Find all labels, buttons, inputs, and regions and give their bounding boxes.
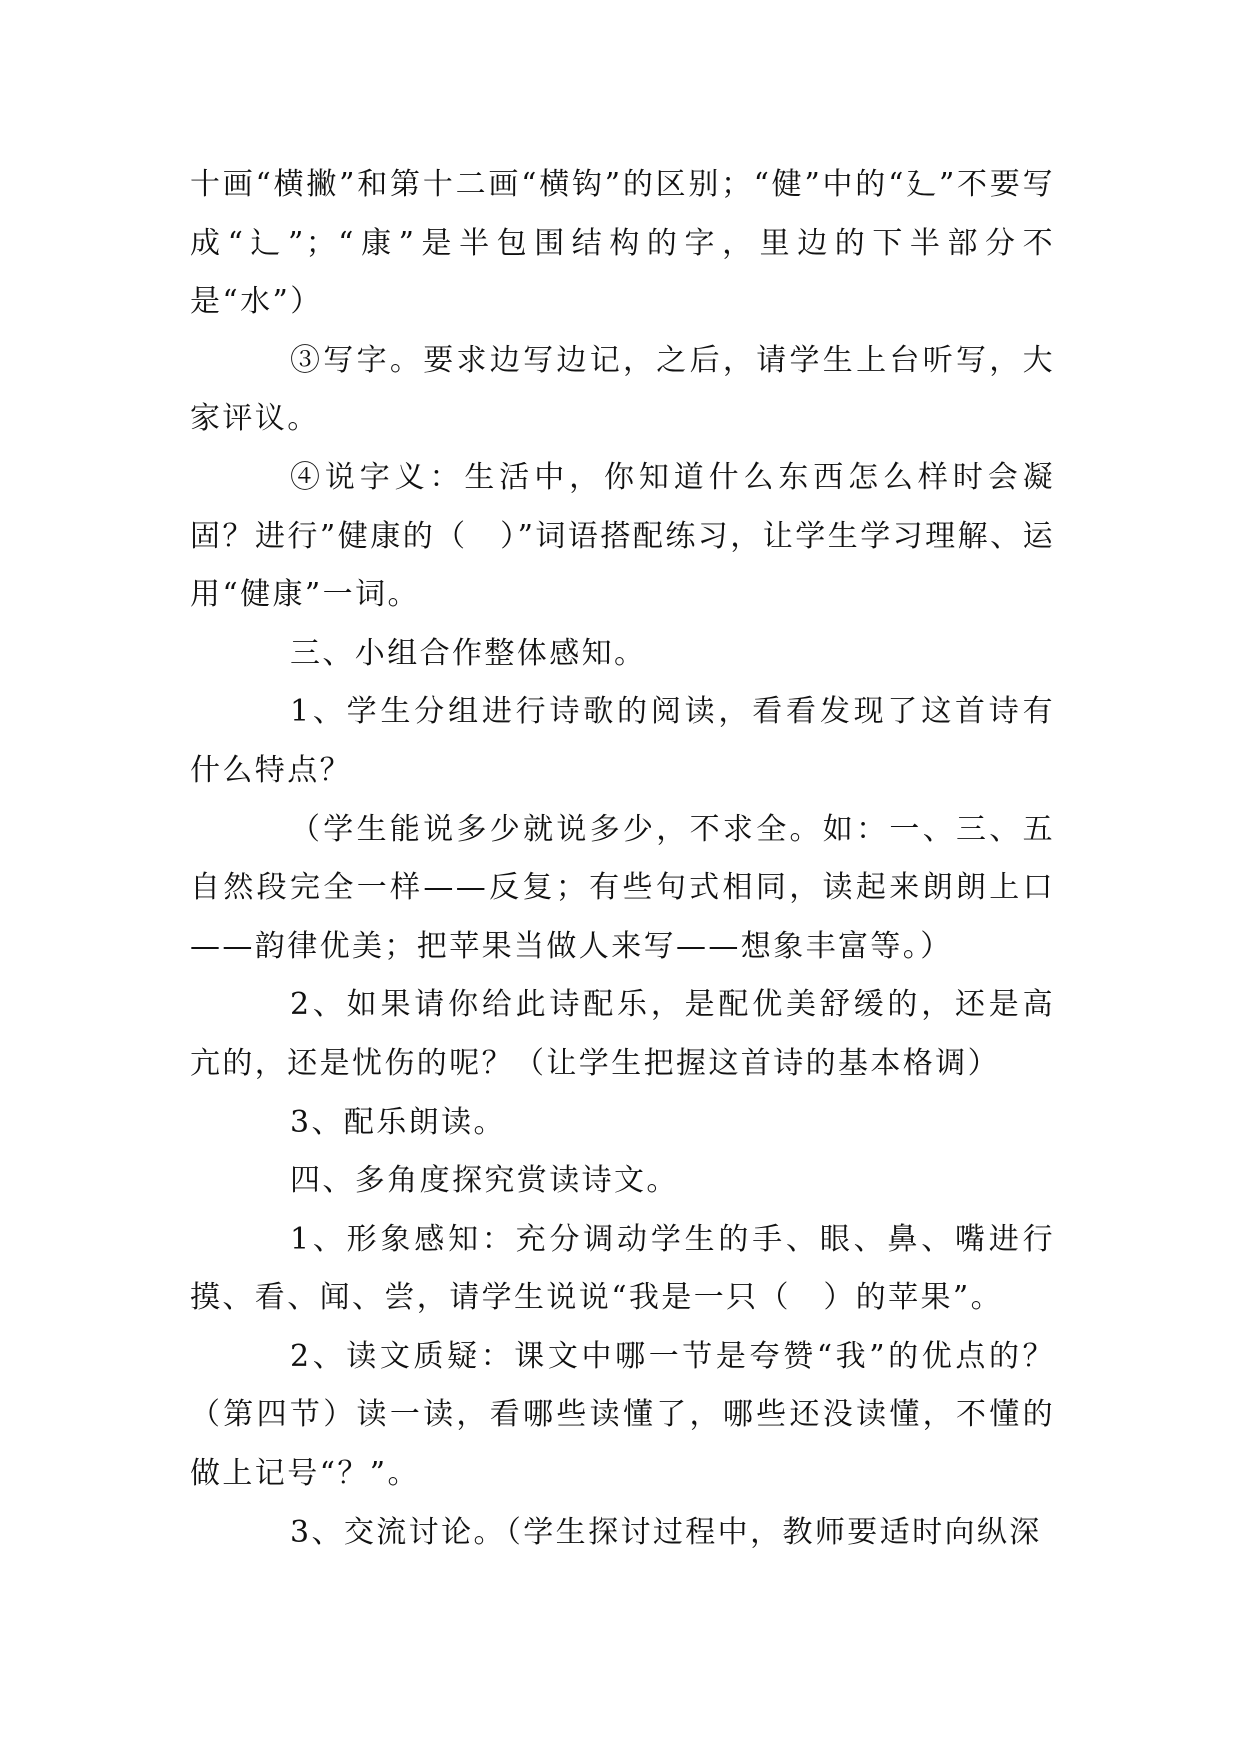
paragraph-music-reading: 3、配乐朗读。 [290,1104,506,1140]
document-body [190,156,1055,1562]
paragraph-music-choice: 2、如果请你给此诗配乐，是配优美舒缓的，还是高亢的，还是忧伤的呢？（让学生把握这首诗的基本格调） [190,987,1055,1081]
paragraph-word-meaning: ④说字义：生活中，你知道什么东西怎么样时会凝固？进行”健康的（ ）”词语搭配练习，让学生学习理解、运用“健康”一词。 [190,459,1055,613]
paragraph-write-characters: ③写字。要求边写边记，之后，请学生上台听写，大家评议。 [190,342,1055,437]
section-heading-group-reading: 三、小组合作整体感知。 [290,635,647,671]
paragraph-stroke-notes: 十画“横撇”和第十二画“横钩”的区别；“健”中的“廴”不要写成“辶”；“康”是半包围结构的字，里边的下半部分不是“水”） [190,167,1055,320]
paragraph-reading-features: （学生能说多少就说多少，不求全。如：一、三、五自然段完全一样——反复；有些句式相同，读起来朗朗上口——韵律优美；把苹果当做人来写——想象丰富等。） [190,811,1055,964]
section-heading-explore: 四、多角度探究赏读诗文。 [290,1163,679,1199]
paragraph-group-reading: 1、学生分组进行诗歌的阅读，看看发现了这首诗有什么特点？ [190,694,1055,788]
paragraph-reading-questions: 2、读文质疑：课文中哪一节是夸赞“我”的优点的？（第四节）读一读，看哪些读懂了，哪些还没读懂，不懂的做上记号“？”。 [190,1338,1055,1492]
paragraph-discussion: 3、交流讨论。（学生探讨过程中，教师要适时向纵深 [290,1514,1042,1550]
paragraph-image-perception: 1、形象感知：充分调动学生的手、眼、鼻、嘴进行摸、看、闻、尝，请学生说说“我是一只（ ）的苹果”。 [190,1221,1055,1316]
